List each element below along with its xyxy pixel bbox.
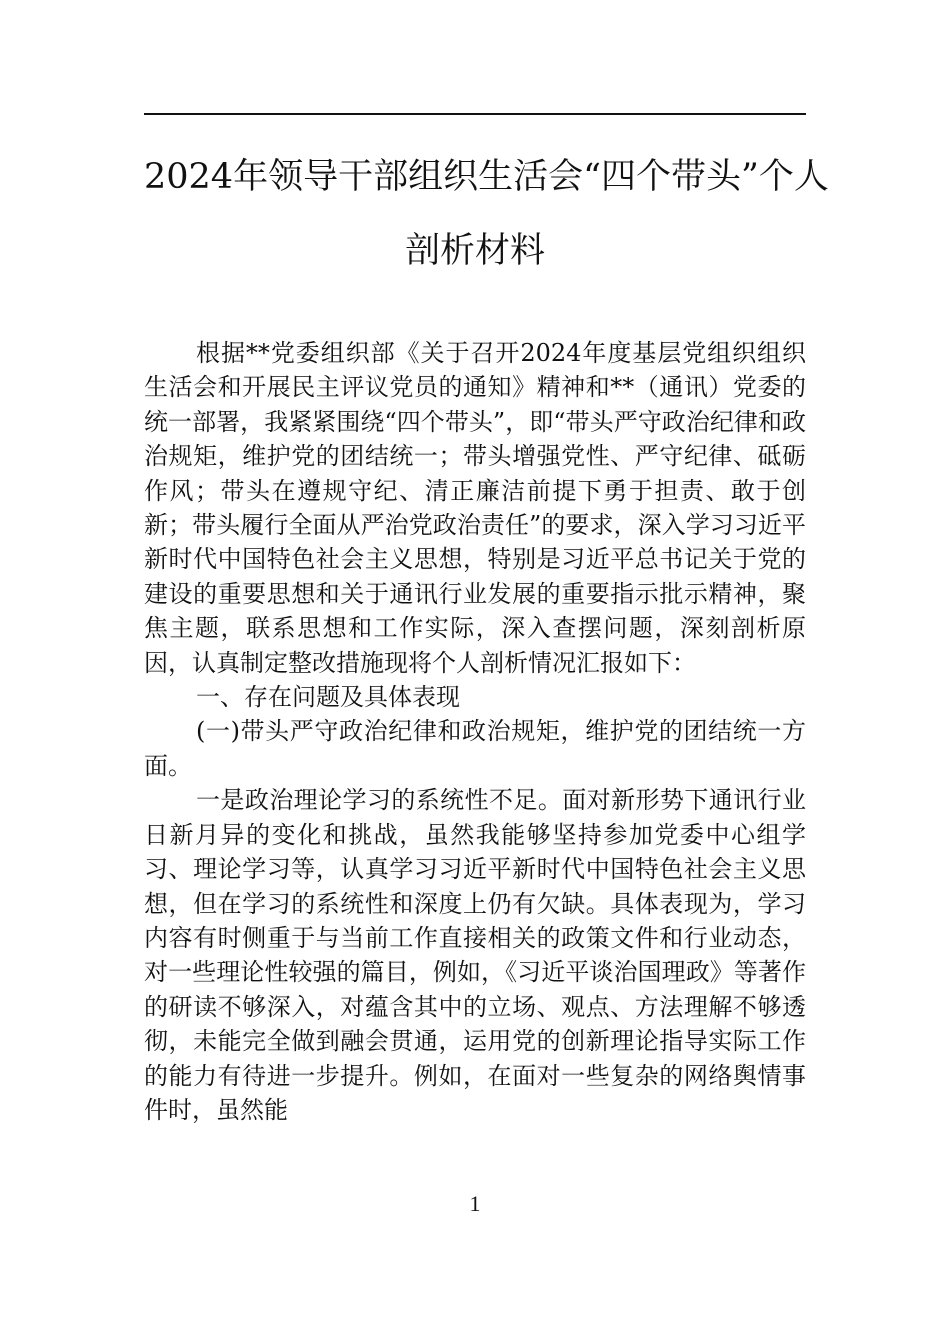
intro-paragraph: 根据**党委组织部《关于召开2024年度基层党组织组织生活会和开展民主评议党员的通知》精神和**（通讯）党委的统一部署，我紧紧围绕“四个带头”，即“带头严守政治纪律和政治规矩，维护党的团结统一；带头增强党性、严守纪律、砥砺作风；带头在遵规守纪、清正廉洁前提下勇于担责、敢于创新；带头履行全面从严治党政治责任”的要求，深入学习习近平新时代中国特色社会主义思想，特别是习近平总书记关于党的建设的重要思想和关于通讯行业发展的重要指示批示精神，聚焦主题，联系思想和工作实际，深入查摆问题，深刻剖析原因，认真制定整改措施现将个人剖析情况汇报如下：	[144, 339, 806, 677]
header-rule	[144, 113, 806, 115]
page-number: 1	[469, 1191, 481, 1216]
body-paragraph: 一是政治理论学习的系统性不足。面对新形势下通讯行业日新月异的变化和挑战，虽然我能够坚持参加党委中心组学习、理论学习等，认真学习习近平新时代中国特色社会主义思想，但在学习的系统性和深度上仍有欠缺。具体表现为，学习内容有时侧重于与当前工作直接相关的政策文件和行业动态，对一些理论性较强的篇目，例如，《习近平谈治国理政》等著作的研读不够深入，对蕴含其中的立场、观点、方法理解不够透彻，未能完全做到融会贯通，运用党的创新理论指导实际工作的能力有待进一步提升。例如，在面对一些复杂的网络舆情事件时，虽然能	[144, 786, 806, 1124]
title-line-2: 剖析材料	[404, 231, 545, 271]
document-title	[144, 140, 829, 288]
document-body	[144, 336, 806, 1127]
section-heading: 一、存在问题及具体表现	[196, 683, 460, 712]
title-line-1: 2024年领导干部组织生活会“四个带头”个人	[144, 157, 829, 197]
subsection-heading: (一)带头严守政治纪律和政治规矩，维护党的团结统一方面。	[144, 717, 806, 780]
